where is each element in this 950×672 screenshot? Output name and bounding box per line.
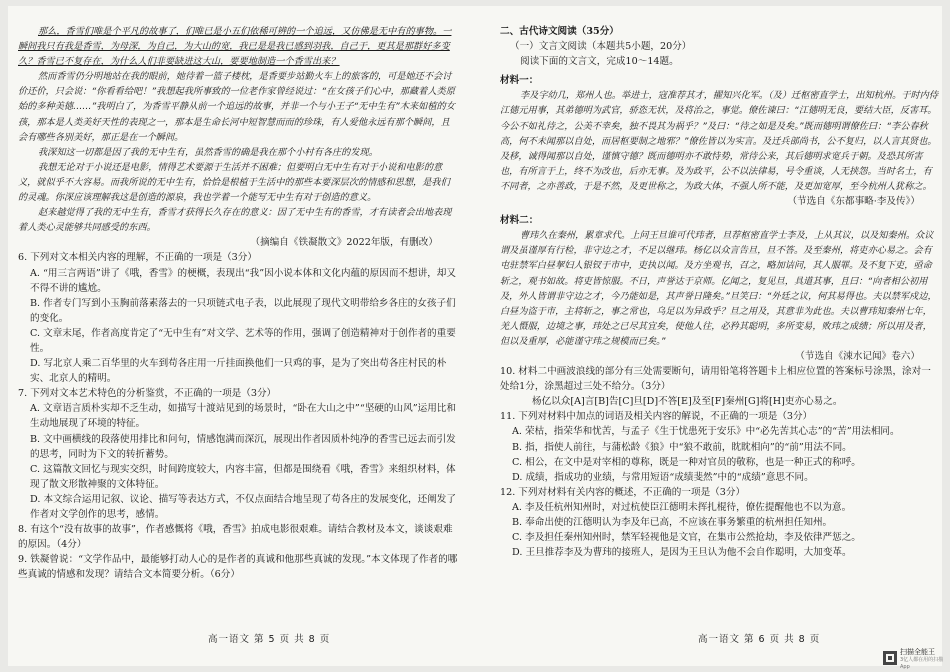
scanner-watermark — [900, 648, 948, 671]
classical-passage: 李及字幼几，郑州人也。举进士，寇准荐其才，擢知兴化军。（及）迁枢密直学士，出知杭州。于时内侍江德元用事，其弟德明为武官，骄恣无状，及将治之，事觉。僚佐谏曰：“江德明无良，要结大臣，反害耳。今公不如礼待之，公美不幸矣，独不畏其为祸乎？”及曰：“待之如是及矣。”既而德明谓僚佐曰：“李公春秋高，何不未闻那以自处，而居枢要制之地邪？”僚佐皆以为实言。及迁兵部尚书，公不复归，以人言其贤也。及移，诚得闻那以自处，谨慎守德？既而德明亦不敢恃势，常待公来，其后德明求宽兵于朝。及恐其所害也，有所言于上，终不为改也，后亦无事。及为政平，公不以法律易，号令重谈，人无挟怨。当时名士，有不同者，之亦善政，于是不然，及更世称之，为政大体，不强人所不能，及更加宽厚，至今杭州人犹称之。 — [500, 90, 939, 192]
handwritten-paragraph: 那么，香雪们唯是个平凡的故事了，们唯已是小五们依稀可辨的一个追远，又仿佛是无中有的事物。一瞬间我只有我是香雪，为母深，为自己，为大山的宽，我已是是我已感到羽我，自己于，更其是那群好多变久？香雪已不复存在，为什么人们非要缺进这大山，要要地制造一个香雪出来？ — [18, 26, 452, 68]
question-option: D. 王旦推荐李及为曹玮的接班人，是因为王旦认为他不会自作聪明，大加变革。 — [512, 547, 852, 559]
source-citation: （节选自《东都事略·李及传》） — [787, 196, 920, 208]
question-option: A. 李及任杭州知州时，对过杭使臣江德明未挥扎棍待，僚佐提醒他也不以为意。 — [512, 501, 852, 513]
section-title: 二、古代诗文阅读（35分） — [500, 26, 619, 37]
material-label: 材料二： — [500, 215, 539, 227]
handwritten-paragraph: 然而香雪仍分明地站在我的眼前，她待着一篮子楼枕，是香要步站勤火车上的旅客的，可是她还不会讨价还价，只会说：“你看看给吧！”我想起我所事致的一位老作家曾经说过：“在女孩子们心中，那藏着人类原始的多种美德……”我明白了，为香雪平静从前一个追远的故事，并非一个与小王子“无中生有”木来如植的女孩，那本是人类美好天性的表现之一，那本是生命长河中短智慧而而的珍珠，有人爱他永远有那个瞬间，且会有哪些各别美好，那正是在一个瞬间。 — [18, 71, 455, 143]
question-option: B. 指，指使人前往，与蒲松龄《狼》中“狼不敢前，眈眈相向”的“前”用法不同。 — [512, 441, 852, 453]
question-option: A. 荣枯，指荣华和忧苦，与孟子《生于忧患死于安乐》中“必先苦其心志”的“苦”用法相同。 — [512, 426, 900, 438]
page-footer-right: 高一语文 第 6 页 共 8 页 — [698, 634, 821, 645]
question-stem: 9. 铁凝曾说：“文学作品中，最能够打动人心的是作者的真诚和他那些真诚的发现。”本文体现了作者的哪些真诚的情感和发现？请结合文本简要分析。（6分） — [18, 554, 458, 581]
question-option: B. 奉命出使的江德明认为李及年已高，不应该在事务繁重的杭州担任知州。 — [512, 517, 833, 528]
left-page — [18, 24, 458, 630]
question-option: B. 文中画横线的段落使用排比和问句，情感饱满而深沉，展现出作者因质朴纯净的香雪已远去而引发的思考，同时为下文的转折蓄势。 — [30, 433, 456, 460]
source-citation: （摘编自《铁凝散文》2022年版，有删改） — [250, 237, 438, 249]
question-stem: 11. 下列对材料中加点的词语及相关内容的解说，不正确的一项是（3分） — [500, 411, 813, 423]
question-stem: 8. 有这个“没有故事的故事”，作者感慨将《哦，香雪》拍成电影很艰难。请结合教材及本文，谈谈艰难的原因。（4分） — [18, 524, 453, 551]
question-option: C. 这篇散文回忆与现实交织，时间跨度较大，内容丰富，但都是围绕看《哦，香雪》来组织材料，体现了散文形散神聚的文体特征。 — [30, 463, 456, 490]
sentence-break-line: 杨亿以众[A]言[B]告[C]旦[D]不答[E]及至[F]秦州[G]将[H]吏亦心易之。 — [532, 396, 843, 408]
question-option: C. 文章末尾，作者高度肯定了“无中生有”对文学、艺术等的作用，强调了创造精神对于创作者的重要性。 — [30, 327, 456, 354]
scanned-exam-sheet — [8, 6, 942, 666]
question-option: D. 写北京人乘二百华里的火车到苟各庄用一斤挂面换他们一只鸡的事，是为了突出苟各庄村民的朴实、北京人的精明。 — [30, 358, 447, 385]
page-footer-left: 高一语文 第 5 页 共 8 页 — [208, 634, 331, 645]
classical-passage: 曹玮久在秦州，累章求代。上问王旦谁可代玮者，旦荐枢密直学士李及，上从其议，以及知秦州。众议谓及虽谨厚有行检，非守边之才，不足以继玮。杨亿以众言告旦，旦不答。及至秦州，将吏亦心易之。会有屯驻禁军白昼挈妇人银钗于市中，吏执以闻。及方坐观书，召之，略加诘问，其人服罪。及不复下吏，亟命斩之，观书如故。将吏皆惊服。不日，声誉达于京师。亿闻之，复见旦，具道其事，且曰：“向者相公初用及，外人皆谓非守边之才，今乃能如是，其声誉日隆矣。”旦笑曰：“外廷之议，何其易得也。夫以禁军戍边，白昼为盗于市，主将斩之，事之常也，乌足以为异政乎？旦之用及，其意非为此也。夫以曹玮知秦州七年，羌人慑服，边境之事，玮处之已尽其宜矣，使他人往，必矜其聪明，多所变易，败玮之成绩；所以用及者，但以及重厚，必能谨守玮之规模而已矣。” — [500, 230, 937, 347]
material-label: 材料一： — [500, 75, 539, 87]
watermark-subtitle: 3亿人都在用的扫描App — [900, 657, 944, 670]
question-option: C. 李及担任秦州知州时，禁军轻视他是文官，在集市公然抢劫，李及依律严惩之。 — [512, 532, 861, 544]
question-option: D. 本文综合运用记叙、议论、描写等表达方式，不仅点面结合地呈现了苟各庄的发展变化，还阐发了作者对文学创作的思考，感情。 — [30, 493, 456, 520]
question-stem: 7. 下列对文本艺术特色的分析鉴赏，不正确的一项是（3分） — [18, 388, 277, 400]
question-option: B. 作者专门写到小玉胸前落素落去的一只项链式电子表，以此展现了现代文明带给乡各庄的女孩子们的变化。 — [30, 297, 456, 324]
question-stem: 10. 材料二中画波浪线的部分有三处需要断句，请用铅笔将答题卡上相应位置的答案标号涂黑，涂对一处给1分，涂黑超过三处不给分。（3分） — [500, 366, 931, 393]
watermark-brand: 扫描全能王 — [900, 648, 935, 656]
right-page — [500, 24, 940, 630]
question-option: D. 成绩，指成功的业绩，与常用短语“成绩斐然”中的“成绩”意思不同。 — [512, 471, 814, 483]
source-citation: （节选自《涑水记闻》卷六） — [795, 350, 920, 362]
question-option: A. 文章语言质朴实却不乏生动，如描写十渡站见到的场景时，“卧在大山之中”“坚硬的山风”运用比和生动地展现了环境的特征。 — [30, 403, 456, 430]
question-stem: 6. 下列对文本相关内容的理解，不正确的一项是（3分） — [18, 252, 257, 264]
handwritten-paragraph: 赵来越觉得了我的无中生有，香雪才获得长久存在的意义：因了无中生有的香雪，才有读者会出地表现着人类心灵能够共同感受的东西。 — [18, 207, 452, 234]
question-option: C. 相公，在文中是对宰相的尊称，既是一种对官员的敬称，也是一种正式的称呼。 — [512, 456, 861, 468]
qr-code-icon — [883, 651, 897, 665]
handwritten-paragraph: 我想无论对于小说还是电影，情得艺术要源于生活并不困难；但要明白无中生有对于小说和电影的意义，就似乎不大容易。而我所说的无中生有，恰恰是根植于生活中的那些本要深层次的情感和思想，是我们的灵魂。你深应该理解我这是创造的源泉，我也学着一个能写无中生有对于创造的意义。 — [18, 161, 450, 204]
subsection-title: （一）文言文阅读（本题共5小题，20分） — [510, 41, 692, 53]
question-option: A. “用三言两语”讲了《哦，香雪》的梗概，表现出“我”因小说本体和文化内蕴的原因而不想讲，却又不得不讲的尴尬。 — [30, 267, 456, 294]
question-stem: 12. 下列对材料有关内容的概述，不正确的一项是（3分） — [500, 486, 746, 498]
handwritten-paragraph: 我深知这一切都是因了我的无中生有，虽然香雪的确是我在那个小村有各庄的发现。 — [38, 146, 378, 158]
reading-instruction: 阅读下面的文言文，完成10～14题。 — [520, 56, 679, 68]
